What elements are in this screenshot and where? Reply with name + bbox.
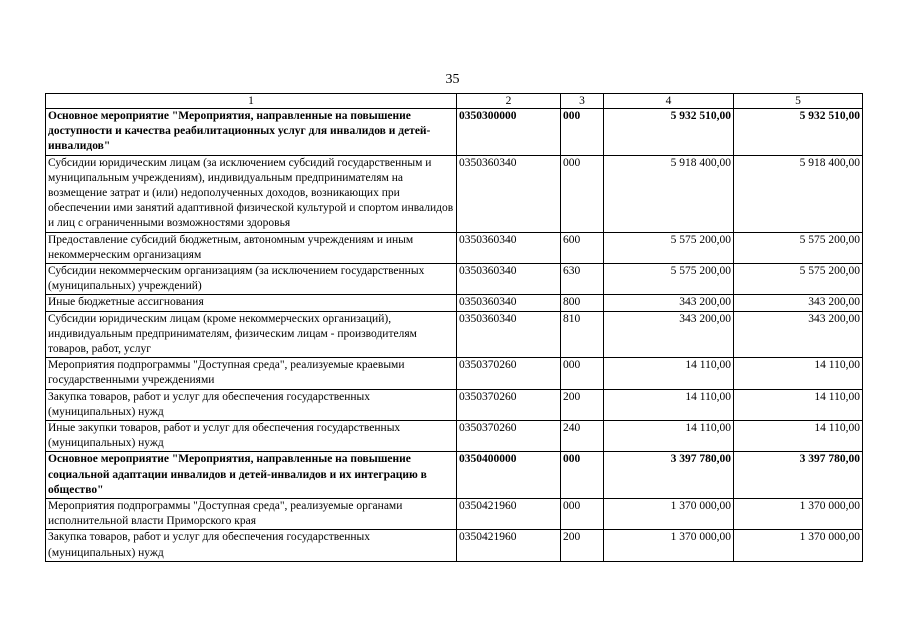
table-row	[46, 109, 863, 156]
row-type-cell: 630	[561, 264, 604, 295]
row-amount-col4-cell: 343 200,00	[604, 311, 734, 358]
table-row	[46, 452, 863, 499]
row-type-cell: 200	[561, 530, 604, 561]
row-code-cell: 0350400000	[457, 452, 561, 499]
row-amount-col5-cell: 5 575 200,00	[734, 232, 863, 263]
column-header: 1	[46, 94, 457, 109]
row-name-cell: Закупка товаров, работ и услуг для обеспечения государственных (муниципальных) нужд	[46, 530, 457, 561]
row-type-cell: 800	[561, 295, 604, 311]
row-name-cell: Основное мероприятие "Мероприятия, направленные на повышение социальной адаптации инвалидов и детей-инвалидов и их интеграцию в общество"	[46, 452, 457, 499]
table-row	[46, 389, 863, 420]
row-code-cell: 0350421960	[457, 530, 561, 561]
row-name-cell: Субсидии некоммерческим организациям (за исключением государственных (муниципальных) учреждений)	[46, 264, 457, 295]
table-row	[46, 264, 863, 295]
row-amount-col5-cell: 14 110,00	[734, 389, 863, 420]
row-type-cell: 000	[561, 109, 604, 156]
table-row	[46, 530, 863, 561]
row-amount-col4-cell: 5 575 200,00	[604, 232, 734, 263]
row-name-cell: Закупка товаров, работ и услуг для обеспечения государственных (муниципальных) нужд	[46, 389, 457, 420]
row-code-cell: 0350300000	[457, 109, 561, 156]
budget-table	[45, 93, 863, 562]
row-name-cell: Мероприятия подпрограммы "Доступная среда", реализуемые краевыми государственными учреждениями	[46, 358, 457, 389]
row-amount-col4-cell: 1 370 000,00	[604, 530, 734, 561]
row-amount-col4-cell: 14 110,00	[604, 358, 734, 389]
table-row	[46, 499, 863, 530]
column-header: 3	[561, 94, 604, 109]
row-type-cell: 200	[561, 389, 604, 420]
page-number: 35	[445, 72, 460, 87]
row-name-cell: Субсидии юридическим лицам (за исключением субсидий государственным и муниципальным учреждениям), индивидуальным предпринимателям на возмещение затрат и (или) недополученных доходов, возникающих при обеспечении ими занятий адаптивной физической культурой и спортом инвалидов и лиц с ограниченными возможностями здоровья	[46, 155, 457, 232]
row-type-cell: 810	[561, 311, 604, 358]
row-amount-col5-cell: 5 575 200,00	[734, 264, 863, 295]
row-amount-col4-cell: 3 397 780,00	[604, 452, 734, 499]
row-name-cell: Мероприятия подпрограммы "Доступная среда", реализуемые органами исполнительной власти Приморского края	[46, 499, 457, 530]
row-type-cell: 000	[561, 499, 604, 530]
table-row	[46, 421, 863, 452]
row-amount-col5-cell: 5 918 400,00	[734, 155, 863, 232]
row-amount-col5-cell: 3 397 780,00	[734, 452, 863, 499]
row-code-cell: 0350421960	[457, 499, 561, 530]
table-row	[46, 295, 863, 311]
row-type-cell: 000	[561, 358, 604, 389]
table-row	[46, 311, 863, 358]
row-type-cell: 240	[561, 421, 604, 452]
row-code-cell: 0350360340	[457, 295, 561, 311]
row-code-cell: 0350360340	[457, 232, 561, 263]
row-code-cell: 0350360340	[457, 264, 561, 295]
table-header-row	[46, 94, 863, 109]
row-type-cell: 600	[561, 232, 604, 263]
column-header: 4	[604, 94, 734, 109]
table-row	[46, 155, 863, 232]
row-amount-col4-cell: 1 370 000,00	[604, 499, 734, 530]
row-code-cell: 0350370260	[457, 421, 561, 452]
row-amount-col4-cell: 5 918 400,00	[604, 155, 734, 232]
row-amount-col4-cell: 14 110,00	[604, 389, 734, 420]
row-amount-col5-cell: 343 200,00	[734, 295, 863, 311]
row-name-cell: Основное мероприятие "Мероприятия, направленные на повышение доступности и качества реабилитационных услуг для инвалидов и детей-инвалидов"	[46, 109, 457, 156]
column-header: 2	[457, 94, 561, 109]
row-amount-col4-cell: 5 932 510,00	[604, 109, 734, 156]
row-code-cell: 0350360340	[457, 155, 561, 232]
table-row	[46, 232, 863, 263]
row-amount-col5-cell: 343 200,00	[734, 311, 863, 358]
row-amount-col4-cell: 14 110,00	[604, 421, 734, 452]
column-header: 5	[734, 94, 863, 109]
row-amount-col4-cell: 5 575 200,00	[604, 264, 734, 295]
row-amount-col5-cell: 14 110,00	[734, 358, 863, 389]
row-name-cell: Иные закупки товаров, работ и услуг для обеспечения государственных (муниципальных) нужд	[46, 421, 457, 452]
row-code-cell: 0350370260	[457, 358, 561, 389]
table-row	[46, 358, 863, 389]
row-type-cell: 000	[561, 452, 604, 499]
row-amount-col5-cell: 5 932 510,00	[734, 109, 863, 156]
row-amount-col5-cell: 14 110,00	[734, 421, 863, 452]
row-amount-col4-cell: 343 200,00	[604, 295, 734, 311]
row-code-cell: 0350370260	[457, 389, 561, 420]
row-amount-col5-cell: 1 370 000,00	[734, 499, 863, 530]
row-name-cell: Субсидии юридическим лицам (кроме некоммерческих организаций), индивидуальным предпринимателям, физическим лицам - производителям товаров, работ, услуг	[46, 311, 457, 358]
row-amount-col5-cell: 1 370 000,00	[734, 530, 863, 561]
row-name-cell: Иные бюджетные ассигнования	[46, 295, 457, 311]
row-name-cell: Предоставление субсидий бюджетным, автономным учреждениям и иным некоммерческим организациям	[46, 232, 457, 263]
row-code-cell: 0350360340	[457, 311, 561, 358]
row-type-cell: 000	[561, 155, 604, 232]
